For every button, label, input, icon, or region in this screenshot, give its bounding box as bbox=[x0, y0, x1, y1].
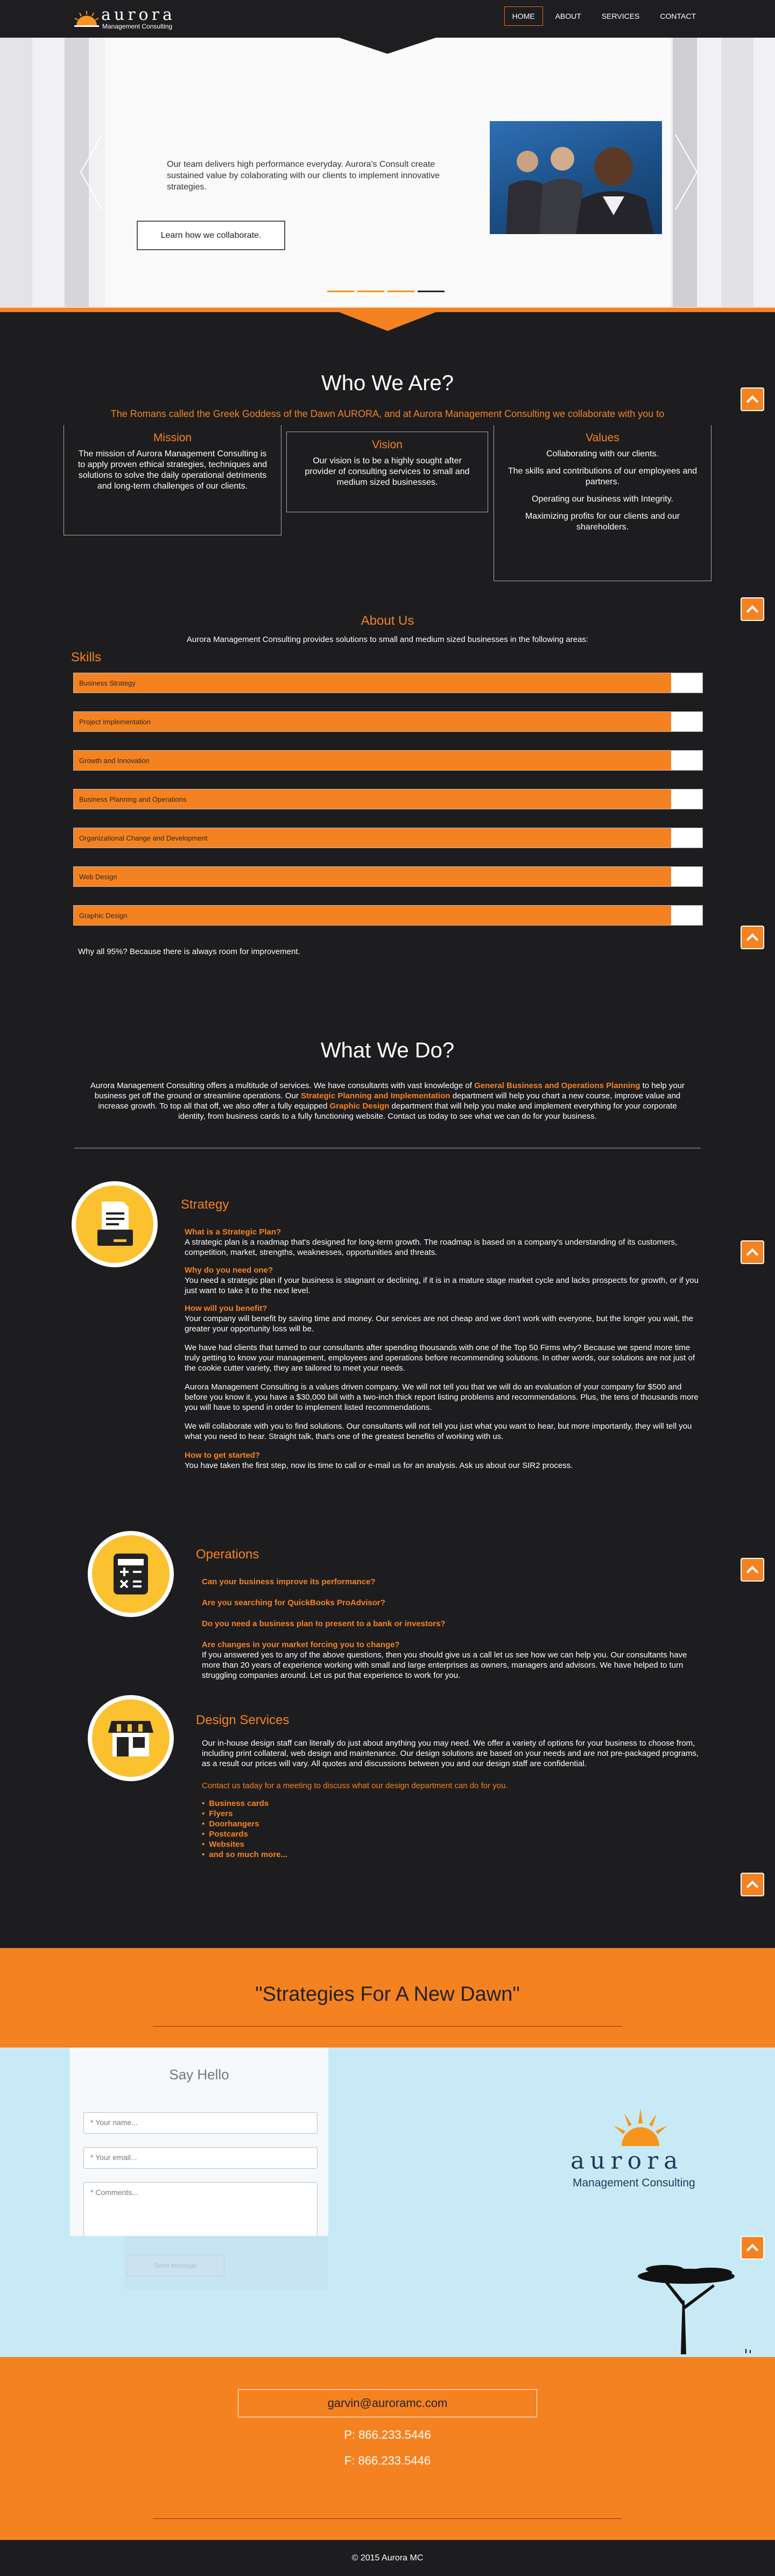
design-list bbox=[202, 1798, 702, 1860]
skills-title: Skills bbox=[71, 650, 102, 665]
skill-bar-label: Web Design bbox=[79, 873, 117, 881]
strategy-title: Strategy bbox=[181, 1197, 229, 1212]
chevron-up-icon bbox=[746, 1881, 759, 1893]
strategy-paragraph: We have had clients that turned to our consultants after spending thousands with one of the Top 50 Firms why? Because we spend more time truly getting to know your management, employees and operations before recommending solutions. In other words, our solutions are not just of the cookie cutter variety, they are tailored to meet your needs. bbox=[185, 1343, 695, 1373]
document-printer-icon bbox=[76, 1185, 153, 1263]
brand-logo[interactable] bbox=[74, 5, 203, 32]
team-photo-illustration bbox=[490, 121, 662, 234]
sunrise-icon bbox=[74, 11, 99, 27]
value-item: Operating our business with Integrity. bbox=[532, 495, 673, 504]
operations-badge bbox=[88, 1531, 174, 1617]
design-cta[interactable]: Contact us taday for a meeting to discuss what our design department can do for you. bbox=[202, 1781, 508, 1790]
copyright: © 2015 Aurora MC bbox=[0, 2540, 775, 2576]
operations-body bbox=[202, 1577, 700, 1681]
intro-text: to help your business get off the ground or streamline operations. Our bbox=[94, 1081, 685, 1100]
design-list-item: • Websites bbox=[202, 1839, 702, 1850]
value-item: The skills and contributions of our employees and partners. bbox=[508, 467, 698, 486]
who-tagline: The Romans called the Greek Goddess of the Dawn AURORA, and at Aurora Management Consulting we collaborate with you to bbox=[110, 408, 665, 419]
skill-bar bbox=[73, 828, 703, 848]
slide-indicators bbox=[327, 291, 445, 292]
strategy-badge bbox=[72, 1181, 158, 1267]
brand-name: aurora bbox=[101, 5, 175, 24]
hero-stripe bbox=[0, 38, 32, 307]
design-paragraph: Our in-house design staff can literally do just about anything you may need. We offer a variety of options for your business to choose from, including print collateral, web design and maintenance. Our design solutions are based on your needs and are not pre-packaged programs, as a result our prices will vary. All quotes and discussions between you and our design staff are confidential. bbox=[202, 1739, 699, 1768]
faq-answer: You need a strategic plan if your business is stagnant or declining, if it is in a mature stage market cycle and lacks prospects for growth, or if you just want to take it to the next level. bbox=[185, 1276, 699, 1295]
comments-textarea[interactable]: * Comments... bbox=[83, 2182, 318, 2236]
contact-section bbox=[0, 2048, 775, 2357]
faq-question: Can your business improve its performance? bbox=[202, 1577, 376, 1586]
contact-logo-sub: Management Consulting bbox=[573, 2177, 695, 2189]
storefront-icon bbox=[92, 1699, 170, 1777]
about-section bbox=[0, 613, 775, 1157]
skill-bar-fill bbox=[74, 751, 671, 770]
skill-bar bbox=[73, 673, 703, 693]
skill-bar-fill bbox=[74, 867, 671, 886]
brand-subtitle: Management Consulting bbox=[102, 23, 173, 30]
skill-bar bbox=[73, 905, 703, 926]
design-list-item: • Business cards bbox=[202, 1798, 702, 1809]
about-lead: Aurora Management Consulting provides solutions to small and medium sized businesses in the following areas: bbox=[186, 635, 589, 644]
skill-bar bbox=[73, 866, 703, 887]
hero-divider-shape bbox=[0, 307, 775, 339]
skill-bar bbox=[73, 789, 703, 809]
footer bbox=[0, 2357, 775, 2540]
skill-bar-fill bbox=[74, 712, 671, 731]
faq-question: Why do you need one? bbox=[185, 1266, 273, 1275]
learn-more-button[interactable]: Learn how we collaborate. bbox=[137, 221, 285, 250]
services-section bbox=[0, 1157, 775, 1948]
name-input[interactable]: * Your name... bbox=[83, 2112, 318, 2134]
hero-team-photo bbox=[490, 121, 662, 234]
scroll-top-button[interactable] bbox=[741, 2236, 764, 2260]
design-body bbox=[202, 1738, 702, 1860]
skill-bar bbox=[73, 750, 703, 771]
nav-item-home[interactable]: HOME bbox=[504, 6, 543, 26]
nav-notch bbox=[339, 38, 436, 54]
mission-title: Mission bbox=[153, 432, 192, 444]
hero-stripe bbox=[721, 38, 753, 307]
chevron-up-icon bbox=[746, 2244, 759, 2256]
footer-email-link[interactable]: garvin@auroramc.com bbox=[238, 2389, 537, 2417]
footer-fax: F: 866.233.5446 bbox=[344, 2454, 431, 2467]
slide-dot-active[interactable] bbox=[418, 291, 445, 292]
scroll-top-button[interactable] bbox=[741, 926, 764, 949]
chevron-up-icon bbox=[746, 396, 759, 408]
hero-text: Our team delivers high performance everyday. Aurora's Consult create sustained value by colaborating with our clients to implement innovative strategies. bbox=[167, 160, 440, 192]
skill-bar-fill bbox=[74, 673, 671, 693]
mission-box bbox=[64, 425, 281, 535]
skill-bar-label: Graphic Design bbox=[79, 912, 128, 920]
nav-item-contact[interactable]: CONTACT bbox=[660, 12, 696, 20]
mission-text: The mission of Aurora Management Consulting is to apply proven ethical strategies, techniques and solutions to solve the daily operational detriments and long-term challenges of our clients. bbox=[78, 449, 267, 491]
operations-badge-inner bbox=[92, 1535, 170, 1613]
intro-highlight: General Business and Operations Planning bbox=[474, 1081, 640, 1090]
scroll-top-button[interactable] bbox=[741, 1558, 764, 1582]
faq-question: Do you need a business plan to present to a bank or investors? bbox=[202, 1619, 446, 1628]
scroll-top-button[interactable] bbox=[741, 387, 764, 411]
footer-rule bbox=[153, 2518, 622, 2519]
strategy-badge-inner bbox=[76, 1185, 153, 1263]
skill-bar-label: Business Strategy bbox=[79, 679, 136, 687]
skills-note: Why all 95%? Because there is always room for improvement. bbox=[78, 947, 300, 956]
intro-highlight: Graphic Design bbox=[329, 1102, 390, 1111]
design-list-item: • Postcards bbox=[202, 1829, 702, 1839]
faq-question: Are you searching for QuickBooks ProAdvisor? bbox=[202, 1598, 385, 1607]
faq-question: How to get started? bbox=[185, 1451, 260, 1460]
faq-question: How will you benefit? bbox=[185, 1304, 267, 1313]
skill-bar bbox=[73, 711, 703, 732]
faq-answer: If you answered yes to any of the above questions, then you should give us a call let us see how we can help you. Our consultants have more than 20 years of experience working with small and large enterprises as owners, managers and advisors. We have helped to turn struggling companies around. Let us put that experience to work for you. bbox=[202, 1650, 687, 1680]
contact-form-title: Say Hello bbox=[169, 2066, 229, 2083]
design-list-item: • Flyers bbox=[202, 1809, 702, 1819]
intro-text: department will help you chart a new course, improve value and increase growth. To top all that off, we also offer a fully equipped bbox=[98, 1091, 681, 1111]
about-title: About Us bbox=[361, 613, 414, 628]
faq-question: Are changes in your market forcing you to change? bbox=[202, 1640, 400, 1649]
strategy-body bbox=[185, 1227, 699, 1471]
contact-form bbox=[70, 2048, 328, 2236]
values-box bbox=[494, 425, 711, 581]
next-slide-arrow[interactable] bbox=[667, 135, 700, 210]
skill-bar-label: Project Implementation bbox=[79, 718, 151, 726]
scroll-top-button[interactable] bbox=[741, 1873, 764, 1896]
nav-item-services[interactable]: SERVICES bbox=[601, 12, 640, 20]
design-title: Design Services bbox=[196, 1713, 290, 1727]
skill-bar-fill bbox=[74, 906, 671, 925]
vision-title: Vision bbox=[372, 439, 403, 451]
email-input[interactable]: * Your email... bbox=[83, 2147, 318, 2169]
faq-answer: You have taken the first step, now its time to call or e-mail us for an analysis. Ask us about our SIR2 process. bbox=[185, 1461, 573, 1470]
strategy-paragraph: Aurora Management Consulting is a values driven company. We will not tell you that we will do an evaluation of your company for $500 and before you know it, you have a $30,000 bill with a two-inch thick report listing problems and recommendations. Plus, the tens of thousands more you will have to spend in order to implement listed recommendations. bbox=[185, 1382, 699, 1412]
send-message-button[interactable]: Send message bbox=[126, 2255, 224, 2276]
skill-bar-label: Organizational Change and Development bbox=[79, 834, 208, 842]
value-item: Maximizing profits for our clients and our shareholders. bbox=[525, 512, 680, 532]
hero-divider bbox=[0, 307, 775, 339]
value-item: Collaborating with our clients. bbox=[546, 449, 659, 458]
values-title: Values bbox=[586, 432, 619, 444]
scroll-top-button[interactable] bbox=[741, 1240, 764, 1264]
chevron-up-icon bbox=[746, 934, 759, 946]
prev-slide-arrow[interactable] bbox=[78, 135, 110, 210]
faq-answer: A strategic plan is a roadmap that's designed for long-term growth. The roadmap is based on a company's understanding of its customers, competition, market, strengths, weaknesses, opportunities and threats. bbox=[185, 1238, 678, 1257]
what-we-do-intro bbox=[89, 1081, 686, 1121]
who-we-are-section bbox=[0, 339, 775, 613]
nav-item-about[interactable]: ABOUT bbox=[555, 12, 581, 20]
slide-dot[interactable] bbox=[327, 291, 354, 292]
design-badge-inner bbox=[92, 1699, 170, 1777]
design-badge bbox=[88, 1695, 174, 1781]
slide-dot[interactable] bbox=[357, 291, 384, 292]
chevron-up-icon bbox=[746, 1248, 759, 1261]
intro-text: department that will help you make and implement everything for your corporate identity, from business cards to a fully functioning website. Contact us today to see what we can do for your business. bbox=[178, 1102, 677, 1121]
tagline-band bbox=[0, 1948, 775, 2048]
skill-bar-label: Growth and Innovation bbox=[79, 757, 150, 765]
vision-box bbox=[286, 432, 488, 512]
main-menu bbox=[504, 6, 704, 26]
faq-answer: Your company will benefit by saving time and money. Our services are not cheap and we don't work with everyone, but the longer you wait, the greater your opportunity loss will be. bbox=[185, 1314, 694, 1333]
intro-text: Aurora Management Consulting offers a multitude of services. We have consultants with vast knowledge of bbox=[90, 1081, 475, 1090]
calculator-icon bbox=[92, 1535, 170, 1613]
faq-question: What is a Strategic Plan? bbox=[185, 1227, 281, 1237]
what-we-do-title: What We Do? bbox=[320, 1039, 455, 1062]
contact-logo-word: aurora bbox=[570, 2147, 684, 2175]
sunrise-logo-icon bbox=[570, 2104, 710, 2147]
design-list-item: • Doorhangers bbox=[202, 1819, 702, 1829]
slide-dot[interactable] bbox=[388, 291, 414, 292]
vision-text: Our vision is to be a highly sought after provider of consulting services to small and medium sized businesses. bbox=[305, 456, 470, 487]
footer-phone[interactable]: P: 866.233.5446 bbox=[344, 2428, 431, 2441]
top-nav bbox=[0, 0, 775, 38]
operations-title: Operations bbox=[196, 1547, 259, 1562]
skill-bar-label: Business Planning and Operations bbox=[79, 795, 187, 803]
intro-highlight: Strategic Planning and Implementation bbox=[301, 1091, 450, 1100]
strategy-paragraph: We will collaborate with you to find solutions. Our consultants will not tell you just what you want to hear, but more importantly, they will tell you what you need to hear. Straight talk, that's one of the greatest benefits of working with us. bbox=[185, 1422, 692, 1441]
contact-logo bbox=[570, 2104, 710, 2189]
hero-slider bbox=[0, 38, 775, 307]
tagline-quote: "Strategies For A New Dawn" bbox=[255, 1983, 520, 2006]
tagline-rule bbox=[153, 2026, 622, 2027]
chevron-up-icon bbox=[746, 1566, 759, 1578]
design-list-item: • and so much more... bbox=[202, 1850, 702, 1860]
who-title: Who We Are? bbox=[321, 371, 454, 395]
